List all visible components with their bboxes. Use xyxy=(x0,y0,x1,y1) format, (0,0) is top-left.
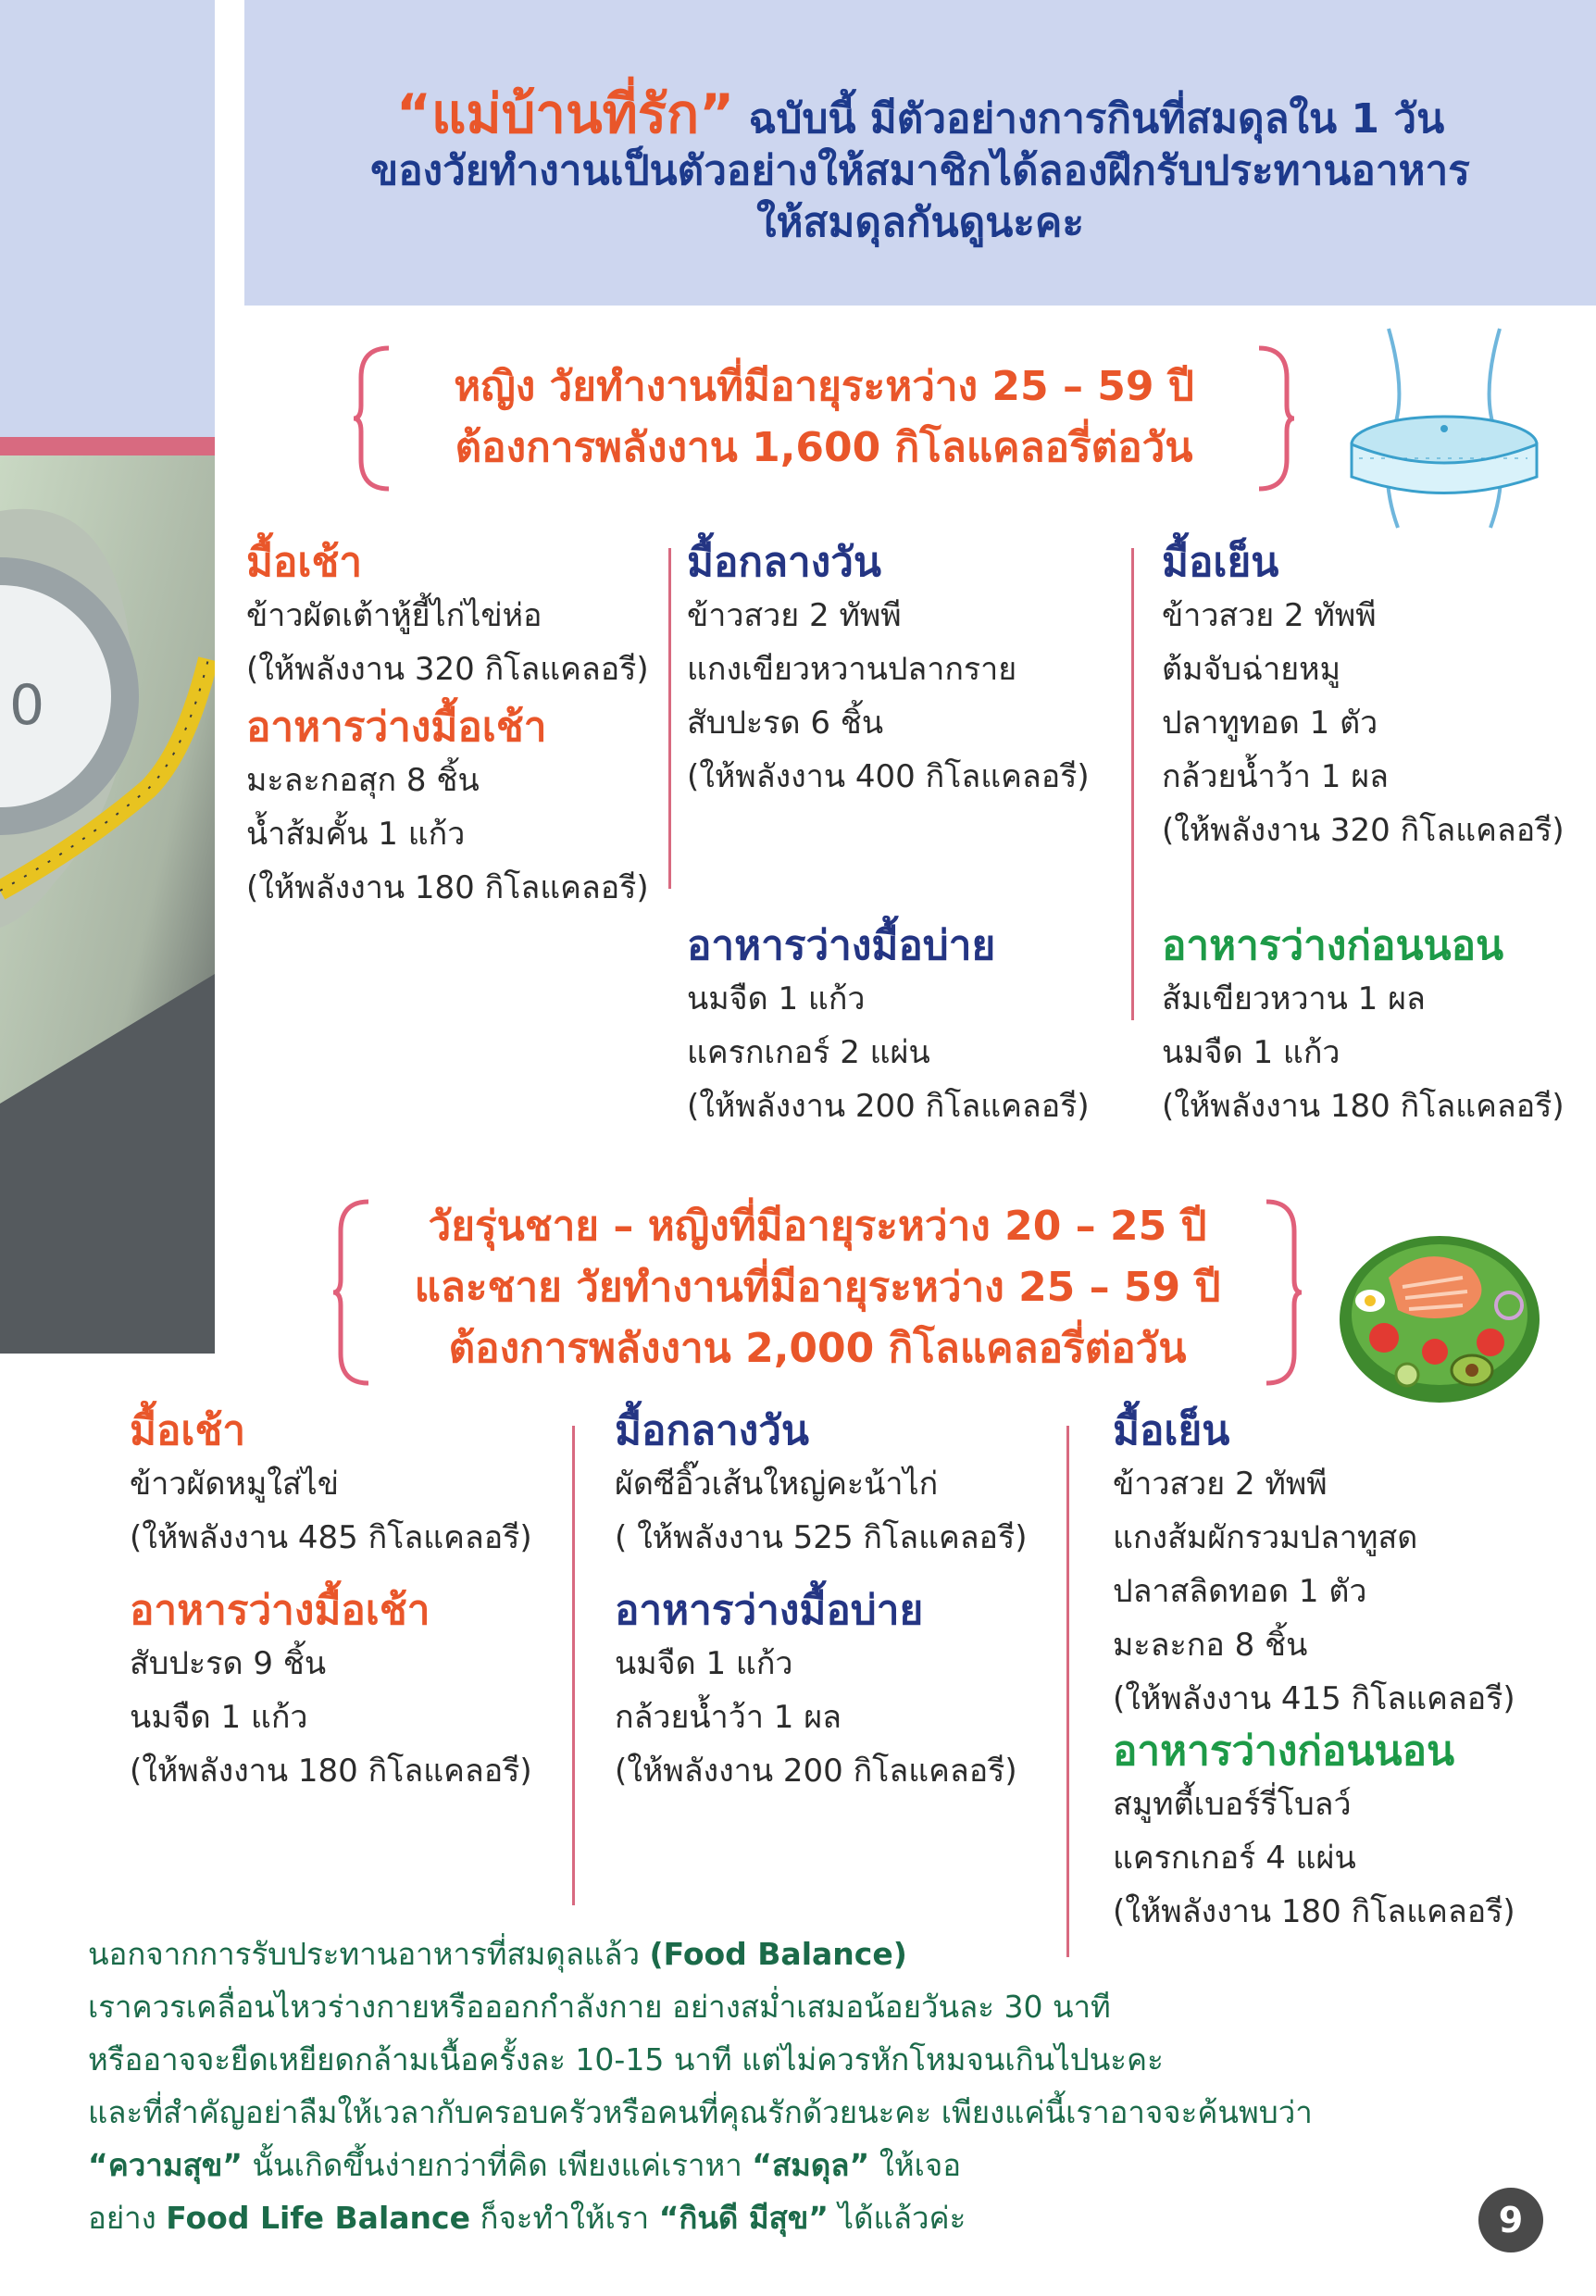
intro-line-3: ให้สมดุลกันดูนะคะ xyxy=(756,199,1084,246)
closing-line-1 xyxy=(88,1928,1477,1980)
balance-term: “สมดุล” xyxy=(752,2147,870,2183)
closing-text: ก็จะทำให้เรา xyxy=(469,2200,659,2236)
g2-lunch-title: มื้อกลางวัน xyxy=(615,1407,810,1454)
intro-line-2: ของวัยทำงานเป็นตัวอย่างให้สมาชิกได้ลองฝึกรับประทานอาหาร xyxy=(370,147,1470,194)
banner-2-line-2: และชาย วัยทำงานที่มีอายุระหว่าง 25 – 59 ปี xyxy=(414,1264,1221,1311)
g2-divider-1 xyxy=(572,1426,575,1905)
g1-column-1 xyxy=(246,537,649,915)
banner-1-line-2: ต้องการพลังงาน 1,600 กิโลแคลอรี่ต่อวัน xyxy=(455,424,1193,471)
svg-text:0: 0 xyxy=(9,673,45,738)
g2-lunch-item: ผัดซีอิ๊วเส้นใหญ่คะน้าไก่ xyxy=(615,1466,939,1503)
g1-morning-snack-title: อาหารว่างมื้อเช้า xyxy=(246,704,547,751)
waist-measure-icon xyxy=(1342,319,1546,532)
g2-dinner-title: มื้อเย็น xyxy=(1113,1407,1230,1454)
g1-dinner-energy: (ให้พลังงาน 320 กิโลแคลอรี) xyxy=(1162,812,1565,849)
closing-line-3: หรืออาจจะยืดเหยียดกล้ามเนื้อครั้งละ 10-15 นาที แต่ไม่ควรหักโหมจนเกินไปนะคะ xyxy=(88,2041,1164,2078)
closing-line-6 xyxy=(88,2191,1477,2244)
intro-text xyxy=(244,82,1596,249)
g1-afternoon-snack-title: อาหารว่างมื้อบ่าย xyxy=(687,922,996,969)
g2-column-3 xyxy=(1113,1405,1515,1939)
closing-text: อย่าง xyxy=(88,2200,167,2236)
page-number: 9 xyxy=(1478,2188,1543,2252)
magazine-name: “แม่บ้านที่รัก” xyxy=(395,82,735,145)
g1-breakfast-energy: (ให้พลังงาน 320 กิโลแคลอรี) xyxy=(246,651,649,688)
g1-dinner-item: ปลาทูทอด 1 ตัว xyxy=(1162,705,1378,742)
closing-text: นั้นเกิดขึ้นง่ายกว่าที่คิด เพียงแค่เราหา xyxy=(242,2147,753,2183)
happiness-term: “ความสุข” xyxy=(88,2147,243,2183)
banner-1-line-1: หญิง วัยทำงานที่มีอายุระหว่าง 25 – 59 ปี xyxy=(454,363,1194,410)
g2-afternoon-snack-item: นมจืด 1 แก้ว xyxy=(615,1645,793,1682)
g1-afternoon-snack-item: นมจืด 1 แก้ว xyxy=(687,980,866,1017)
g1-breakfast-item: ข้าวผัดเต้าหู้ยี้ไก่ไข่ห่อ xyxy=(246,597,542,634)
food-life-balance-term: Food Life Balance xyxy=(166,2200,470,2236)
g1-breakfast-title: มื้อเช้า xyxy=(246,539,363,586)
g2-morning-snack-energy: (ให้พลังงาน 180 กิโลแคลอรี) xyxy=(130,1753,532,1790)
g1-afternoon-snack-energy: (ให้พลังงาน 200 กิโลแคลอรี) xyxy=(687,1088,1090,1125)
g1-lunch-energy: (ให้พลังงาน 400 กิโลแคลอรี) xyxy=(687,758,1090,795)
closing-text: ได้แล้วค่ะ xyxy=(828,2200,966,2236)
intro-line-1 xyxy=(244,82,1596,145)
g1-bedtime-snack-item: นมจืด 1 แก้ว xyxy=(1162,1034,1340,1071)
closing-text: นอกจากการรับประทานอาหารที่สมดุลแล้ว xyxy=(88,1936,650,1972)
g2-afternoon-snack-energy: (ให้พลังงาน 200 กิโลแคลอรี) xyxy=(615,1753,1017,1790)
g2-morning-snack-item: นมจืด 1 แก้ว xyxy=(130,1699,308,1736)
g1-lunch-item: ข้าวสวย 2 ทัพพี xyxy=(687,597,902,634)
banner-group-1 xyxy=(361,356,1287,479)
food-balance-term: (Food Balance) xyxy=(649,1936,907,1972)
g1-lunch-item: สับปะรด 6 ชิ้น xyxy=(687,705,884,742)
g1-bedtime-snack-title: อาหารว่างก่อนนอน xyxy=(1162,922,1504,969)
g1-lunch-title: มื้อกลางวัน xyxy=(687,539,882,586)
g2-dinner-item: มะละกอ 8 ชิ้น xyxy=(1113,1627,1308,1664)
scale-tape-photo xyxy=(0,455,215,1354)
g2-breakfast-title: มื้อเช้า xyxy=(130,1407,246,1454)
page-gutter xyxy=(215,0,244,1354)
closing-paragraph xyxy=(88,1928,1477,2244)
left-decor-stripe xyxy=(0,437,215,455)
g1-divider-1 xyxy=(668,548,671,889)
g1-dinner-item: ต้มจับฉ่ายหมู xyxy=(1162,651,1340,688)
g2-bedtime-snack-energy: (ให้พลังงาน 180 กิโลแคลอรี) xyxy=(1113,1893,1515,1930)
g1-lunch-item: แกงเขียวหวานปลากราย xyxy=(687,651,1017,688)
g1-dinner-title: มื้อเย็น xyxy=(1162,539,1279,586)
g1-bedtime-snack-item: ส้มเขียวหวาน 1 ผล xyxy=(1162,980,1426,1017)
salad-bowl-icon xyxy=(1333,1213,1546,1407)
g2-dinner-item: ปลาสลิดทอด 1 ตัว xyxy=(1113,1573,1367,1610)
banner-group-2 xyxy=(343,1196,1292,1379)
g1-morning-snack-item: น้ำส้มคั้น 1 แก้ว xyxy=(246,816,466,853)
eat-well-be-happy-term: “กินดี มีสุข” xyxy=(658,2200,829,2236)
g2-dinner-item: แกงส้มผักรวมปลาทูสด xyxy=(1113,1519,1418,1556)
closing-line-2: เราควรเคลื่อนไหวร่างกายหรือออกกำลังกาย อย่างสม่ำเสมอน้อยวันละ 30 นาที xyxy=(88,1989,1111,2025)
left-decor-band xyxy=(0,0,215,437)
g2-dinner-energy: (ให้พลังงาน 415 กิโลแคลอรี) xyxy=(1113,1680,1515,1717)
g1-afternoon-snack-item: แครกเกอร์ 2 แผ่น xyxy=(687,1034,930,1071)
g2-bedtime-snack-title: อาหารว่างก่อนนอน xyxy=(1113,1728,1455,1775)
closing-line-5 xyxy=(88,2139,1477,2191)
g2-dinner-item: ข้าวสวย 2 ทัพพี xyxy=(1113,1466,1328,1503)
g1-morning-snack-energy: (ให้พลังงาน 180 กิโลแคลอรี) xyxy=(246,869,649,906)
g1-column-3 xyxy=(1162,537,1565,1133)
g2-column-1 xyxy=(130,1405,532,1798)
g2-morning-snack-item: สับปะรด 9 ชิ้น xyxy=(130,1645,327,1682)
intro-line-1-rest: ฉบับนี้ มีตัวอย่างการกินที่สมดุลใน 1 วัน xyxy=(734,95,1445,143)
g2-morning-snack-title: อาหารว่างมื้อเช้า xyxy=(130,1587,430,1634)
g2-afternoon-snack-item: กล้วยน้ำว้า 1 ผล xyxy=(615,1699,842,1736)
g1-dinner-item: ข้าวสวย 2 ทัพพี xyxy=(1162,597,1377,634)
g1-morning-snack-item: มะละกอสุก 8 ชิ้น xyxy=(246,762,480,799)
g1-divider-2 xyxy=(1131,548,1134,1020)
g1-bedtime-snack-energy: (ให้พลังงาน 180 กิโลแคลอรี) xyxy=(1162,1088,1565,1125)
g2-divider-2 xyxy=(1066,1426,1069,1957)
g1-dinner-item: กล้วยน้ำว้า 1 ผล xyxy=(1162,758,1389,795)
g2-bedtime-snack-item: สมูทตี้เบอร์รี่โบลว์ xyxy=(1113,1786,1352,1823)
g2-bedtime-snack-item: แครกเกอร์ 4 แผ่น xyxy=(1113,1840,1356,1877)
closing-line-4: และที่สำคัญอย่าลืมให้เวลากับครอบครัวหรือคนที่คุณรักด้วยนะคะ เพียงแค่นี้เราอาจจะค้นพบว่า xyxy=(88,2094,1313,2130)
g2-breakfast-energy: (ให้พลังงาน 485 กิโลแคลอรี) xyxy=(130,1519,532,1556)
g1-column-2 xyxy=(687,537,1090,1133)
g2-lunch-energy: ( ให้พลังงาน 525 กิโลแคลอรี) xyxy=(615,1519,1028,1556)
g2-afternoon-snack-title: อาหารว่างมื้อบ่าย xyxy=(615,1587,924,1634)
closing-text: ให้เจอ xyxy=(869,2147,962,2183)
banner-2-line-1: วัยรุ่นชาย – หญิงที่มีอายุระหว่าง 20 – 25 ปี xyxy=(428,1203,1207,1250)
g2-column-2 xyxy=(615,1405,1028,1798)
g2-breakfast-item: ข้าวผัดหมูใส่ไข่ xyxy=(130,1466,339,1503)
banner-2-line-3: ต้องการพลังงาน 2,000 กิโลแคลอรี่ต่อวัน xyxy=(448,1325,1187,1372)
